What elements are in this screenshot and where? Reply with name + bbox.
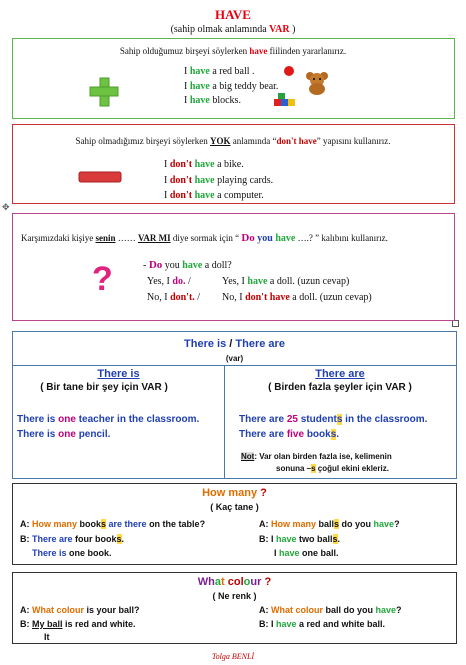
how-many-subtitle: ( Kaç tane ) [210, 502, 259, 512]
what-colour-left-1: A: What colour is your ball? [20, 605, 140, 615]
yes-short-answer: Yes, I do. / [147, 276, 191, 287]
there-are-subtitle: ( Birden fazla şeyler için VAR ) [268, 382, 412, 393]
no-short-answer: No, I don't. / [147, 292, 201, 303]
there-is-example-1: There is one teacher in the classroom. [17, 414, 200, 425]
how-many-title: How many ? [202, 487, 267, 499]
what-colour-section [12, 572, 457, 644]
have-example-2: I have a big teddy bear. [184, 81, 279, 92]
dont-have-intro: Sahip olmadığımız birşeyi söylerken YOK anlamında “don't have” yapısını kullanırız. [75, 136, 391, 146]
how-many-right-1: A: How many balls do you have? [259, 519, 400, 529]
what-colour-right-2: B: I have a red and white ball. [259, 619, 386, 629]
dont-have-example-1: I don't have a bike. [164, 159, 244, 170]
question-line: - Do you have a doll? [143, 259, 232, 271]
how-many-right-3: I have one ball. [274, 548, 339, 558]
what-colour-subtitle: ( Ne renk ) [212, 591, 257, 601]
ball-icon [283, 65, 295, 77]
what-colour-left-3: It [44, 632, 50, 642]
note-line-2: sonuna –s çoğul ekini ekleriz. [276, 464, 389, 473]
have-section [12, 38, 455, 119]
teddy-bear-icon [305, 71, 329, 95]
there-are-example-1: There are 25 students in the classroom. [239, 414, 428, 425]
what-colour-left-2: B: My ball is red and white. [20, 619, 136, 629]
note-line-1: Not: Var olan birden fazla ise, kelimenin [241, 452, 392, 461]
how-many-right-2: B: I have two balls. [259, 534, 341, 544]
question-mark-icon: ? [92, 260, 113, 298]
how-many-left-2: B: There are four books. [20, 534, 125, 544]
yes-long-answer: Yes, I have a doll. (uzun cevap) [222, 276, 350, 287]
there-are-example-2: There are five books. [239, 429, 340, 440]
divider [13, 365, 456, 366]
how-many-left-1: A: How many books are there on the table? [20, 519, 206, 529]
question-intro: Karşımızdaki kişiye senin …… VAR MI diye sormak için “ Do you have ….? ” kalıbını kullanırız. [21, 232, 388, 244]
page-title: HAVE [215, 7, 251, 22]
what-colour-right-1: A: What colour ball do you have? [259, 605, 402, 615]
footer-author: Tolga BENLİ [211, 652, 255, 661]
how-many-left-3: There is one book. [32, 548, 112, 558]
resize-handle[interactable] [452, 320, 459, 327]
anchor-icon: ✥ [2, 202, 10, 212]
there-are-title: There are [315, 368, 365, 380]
no-long-answer: No, I don't have a doll. (uzun cevap) [222, 292, 372, 303]
dont-have-section [12, 124, 455, 204]
blocks-icon [274, 93, 296, 107]
there-is-are-section [12, 331, 457, 479]
question-section [12, 213, 455, 321]
how-many-section [12, 483, 457, 565]
there-is-title: There is [97, 368, 140, 380]
dont-have-example-2: I don't have playing cards. [164, 175, 274, 186]
there-header: There is / There are [184, 338, 285, 350]
page-subtitle: (sahip olmak anlamında VAR ) [170, 24, 296, 35]
have-example-3: I have blocks. [184, 95, 241, 106]
have-example-1: I have a red ball . [184, 66, 255, 77]
there-is-example-2: There is one pencil. [17, 429, 111, 440]
there-header-var: (var) [225, 354, 244, 363]
have-intro: Sahip olduğumuz birşeyi söylerken have fiilinden yararlanırız. [119, 46, 347, 56]
minus-icon [78, 171, 122, 183]
plus-icon [89, 77, 119, 107]
there-is-subtitle: ( Bir tane bir şey için VAR ) [40, 382, 168, 393]
dont-have-example-3: I don't have a computer. [164, 190, 264, 201]
what-colour-title: What colour ? [197, 576, 272, 588]
